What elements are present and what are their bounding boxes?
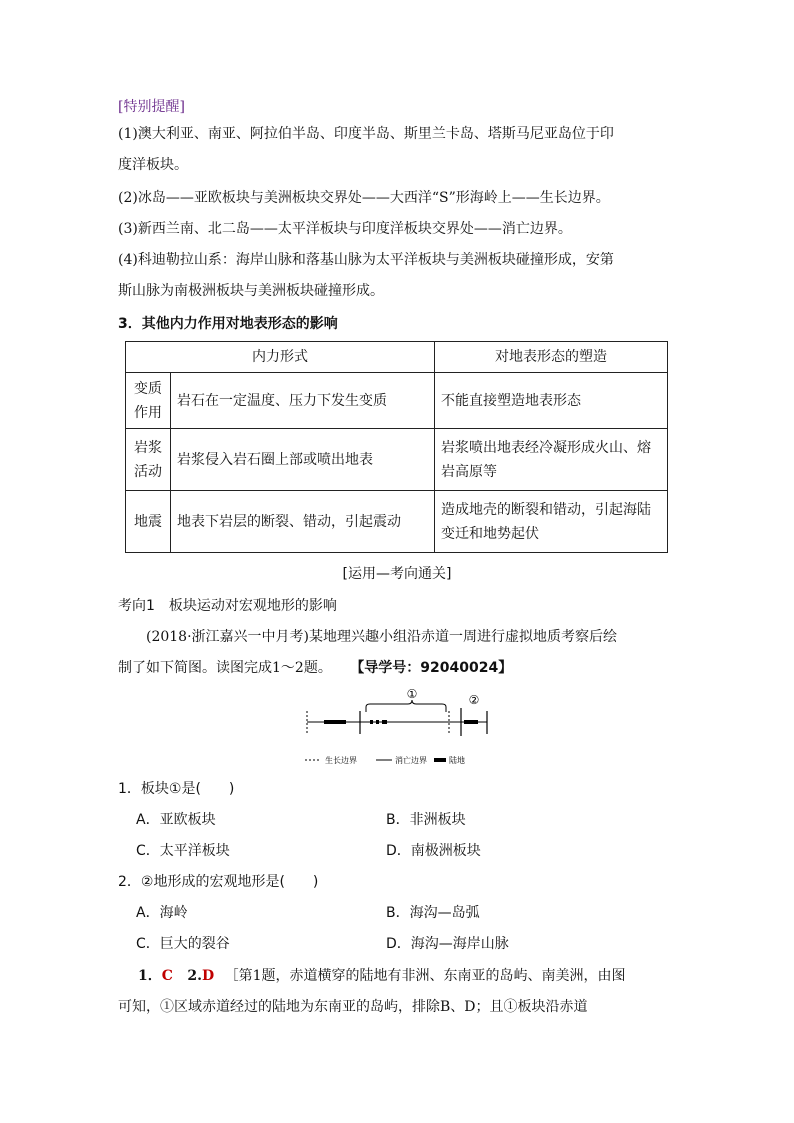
table-header-row bbox=[126, 342, 668, 373]
question-2-option-b: B．海沟—岛弧 bbox=[386, 905, 480, 921]
internal-forces-table bbox=[125, 341, 668, 553]
land-segment bbox=[324, 720, 346, 724]
question-1-option-a: A．亚欧板块 bbox=[136, 812, 216, 828]
plate-brace bbox=[366, 700, 446, 712]
tip-heading: [特别提醒] bbox=[118, 99, 185, 115]
tip-paragraph-1: (1)澳大利亚、南亚、阿拉伯半岛、印度半岛、斯里兰卡岛、塔斯马尼亚岛位于印 bbox=[118, 126, 614, 142]
guide-number: 【导学号：92040024】 bbox=[350, 660, 513, 676]
table-cell-desc: 岩浆侵入岩石圈上部或喷出地表 bbox=[171, 429, 435, 491]
land-segment bbox=[382, 720, 387, 724]
land-segment bbox=[464, 720, 478, 724]
question-1-option-d: D．南极洲板块 bbox=[386, 843, 481, 859]
tip-paragraph-4-cont: 斯山脉为南极洲板块与美洲板块碰撞形成。 bbox=[118, 283, 384, 299]
table-cell-type: 变质 作用 bbox=[126, 373, 171, 429]
table-cell-effect: 岩浆喷出地表经冷凝形成火山、熔岩高原等 bbox=[435, 429, 668, 491]
answer-line: 1．C 2.D ［第1题，赤道横穿的陆地有非洲、东南亚的岛屿、南美洲，由图 bbox=[138, 968, 626, 984]
question-1-option-c: C．太平洋板块 bbox=[136, 843, 230, 859]
tip-paragraph-3: (3)新西兰南、北二岛——太平洋板块与印度洋板块交界处——消亡边界。 bbox=[118, 221, 572, 237]
table-cell-type: 岩浆 活动 bbox=[126, 429, 171, 491]
land-segment bbox=[376, 720, 379, 724]
table-row bbox=[126, 429, 668, 491]
table-cell-desc: 地表下岩层的断裂、错动，引起震动 bbox=[171, 491, 435, 553]
tip-paragraph-1-cont: 度洋板块。 bbox=[118, 157, 188, 173]
plate-label-2: ② bbox=[468, 693, 480, 707]
tip-paragraph-4: (4)科迪勒拉山系：海岸山脉和落基山脉为太平洋板块与美洲板块碰撞形成，安第 bbox=[118, 252, 614, 268]
question-1-option-b: B．非洲板块 bbox=[386, 812, 466, 828]
section-caption: [运用—考向通关] bbox=[342, 566, 452, 582]
question-2-stem: 2．②地形成的宏观地形是( ) bbox=[118, 874, 319, 890]
tip-paragraph-2: (2)冰岛——亚欧板块与美洲板块交界处——大西洋“S”形海岭上——生长边界。 bbox=[118, 190, 610, 206]
legend-subduction-label: 消亡边界 bbox=[395, 756, 427, 765]
table-cell-effect: 造成地壳的断裂和错动，引起海陆变迁和地势起伏 bbox=[435, 491, 668, 553]
plate-label-1: ① bbox=[406, 688, 418, 701]
land-segment bbox=[370, 720, 373, 724]
question-intro: (2018·浙江嘉兴一中月考)某地理兴趣小组沿赤道一周进行虚拟地质考察后绘 bbox=[146, 629, 618, 645]
legend-land-label: 陆地 bbox=[449, 756, 465, 765]
answer-2: D bbox=[201, 968, 215, 984]
answer-explanation-cont: 可知，①区域赤道经过的陆地为东南亚的岛屿，排除B、D；且①板块沿赤道 bbox=[118, 999, 588, 1015]
table-cell-effect: 不能直接塑造地表形态 bbox=[435, 373, 668, 429]
legend-growth-label: 生长边界 bbox=[325, 756, 357, 765]
question-1-stem: 1．板块①是( ) bbox=[118, 781, 235, 797]
question-2-option-d: D．海沟—海岸山脉 bbox=[386, 936, 509, 952]
question-intro-cont: 制了如下简图。读图完成1～2题。 【导学号：92040024】 bbox=[118, 660, 513, 676]
legend-land-symbol bbox=[434, 758, 446, 762]
question-2-option-a: A．海岭 bbox=[136, 905, 188, 921]
table-header-cell: 内力形式 bbox=[126, 342, 435, 373]
table-header-cell: 对地表形态的塑造 bbox=[435, 342, 668, 373]
plate-boundary-figure bbox=[300, 688, 500, 768]
table-row bbox=[126, 373, 668, 429]
table-cell-type: 地震 bbox=[126, 491, 171, 553]
answer-1: C bbox=[161, 968, 173, 984]
answer-explanation: ［第1题，赤道横穿的陆地有非洲、东南亚的岛屿、南美洲，由图 bbox=[224, 968, 626, 984]
table-row bbox=[126, 491, 668, 553]
table-cell-desc: 岩石在一定温度、压力下发生变质 bbox=[171, 373, 435, 429]
exam-direction-title: 考向1 板块运动对宏观地形的影响 bbox=[118, 598, 337, 614]
question-2-option-c: C．巨大的裂谷 bbox=[136, 936, 230, 952]
section-title: 3．其他内力作用对地表形态的影响 bbox=[118, 316, 338, 332]
